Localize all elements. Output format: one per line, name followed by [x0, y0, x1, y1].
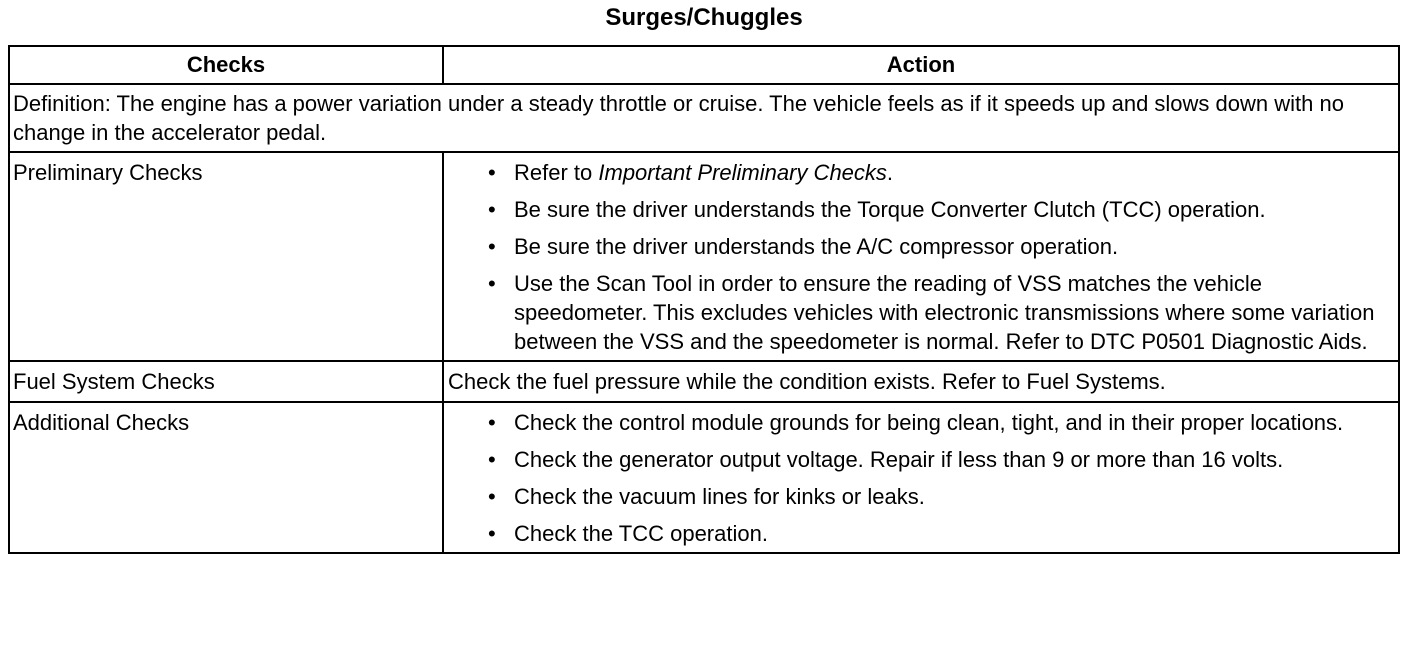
definition-text: Definition: The engine has a power variation under a steady throttle or cruise. The vehicle feels as if it speeds up and slows down with no change in the accelerator pedal.	[9, 84, 1399, 152]
row-label-preliminary: Preliminary Checks	[9, 152, 443, 361]
item-text: Check the TCC operation.	[514, 521, 768, 546]
row-label-additional: Additional Checks	[9, 402, 443, 553]
bullet-icon: •	[488, 197, 496, 222]
list-item	[444, 408, 1392, 437]
list-item	[444, 519, 1392, 548]
list-item	[444, 232, 1392, 261]
diagnostic-table	[8, 45, 1400, 554]
definition-row	[9, 84, 1399, 152]
table-row	[9, 152, 1399, 361]
item-text: Be sure the driver understands the A/C compressor operation.	[514, 234, 1119, 259]
list-item	[444, 445, 1392, 474]
row-action-additional	[443, 402, 1399, 553]
bullet-icon: •	[488, 410, 496, 435]
page-title: Surges/Chuggles	[605, 4, 803, 31]
item-text: .	[886, 160, 894, 185]
bullet-icon: •	[488, 271, 496, 296]
item-text: Check the generator output voltage. Repair if less than 9 or more than 16 volts.	[514, 447, 1284, 472]
item-text: Check the vacuum lines for kinks or leaks.	[514, 484, 925, 509]
table-row	[9, 402, 1399, 553]
table-row	[9, 361, 1399, 402]
bullet-icon: •	[488, 447, 496, 472]
item-text: Refer to	[514, 160, 599, 185]
header-action: Action	[443, 46, 1399, 84]
row-label-fuel: Fuel System Checks	[9, 361, 443, 402]
bullet-icon: •	[488, 234, 496, 259]
item-text-italic: Important Preliminary Checks	[598, 160, 887, 185]
list-item	[444, 158, 1392, 187]
item-text: Be sure the driver understands the Torque Converter Clutch (TCC) operation.	[514, 197, 1266, 222]
bullet-list	[444, 403, 1398, 552]
list-item	[444, 482, 1392, 511]
item-text: Use the Scan Tool in order to ensure the reading of VSS matches the vehicle speedometer. This excludes vehicles with electronic transmissions where some variation between the VSS and the speedometer is normal. Refer to DTC P0501 Diagnostic Aids.	[514, 271, 1375, 354]
bullet-icon: •	[488, 521, 496, 546]
bullet-icon: •	[488, 484, 496, 509]
header-row	[9, 46, 1399, 84]
row-action-fuel: Check the fuel pressure while the condition exists. Refer to Fuel Systems.	[443, 361, 1399, 402]
list-item	[444, 195, 1392, 224]
header-checks: Checks	[9, 46, 443, 84]
row-action-preliminary	[443, 152, 1399, 361]
list-item	[444, 269, 1392, 356]
item-text: Check the control module grounds for being clean, tight, and in their proper locations.	[514, 410, 1344, 435]
bullet-list	[444, 153, 1398, 360]
bullet-icon: •	[488, 160, 496, 185]
